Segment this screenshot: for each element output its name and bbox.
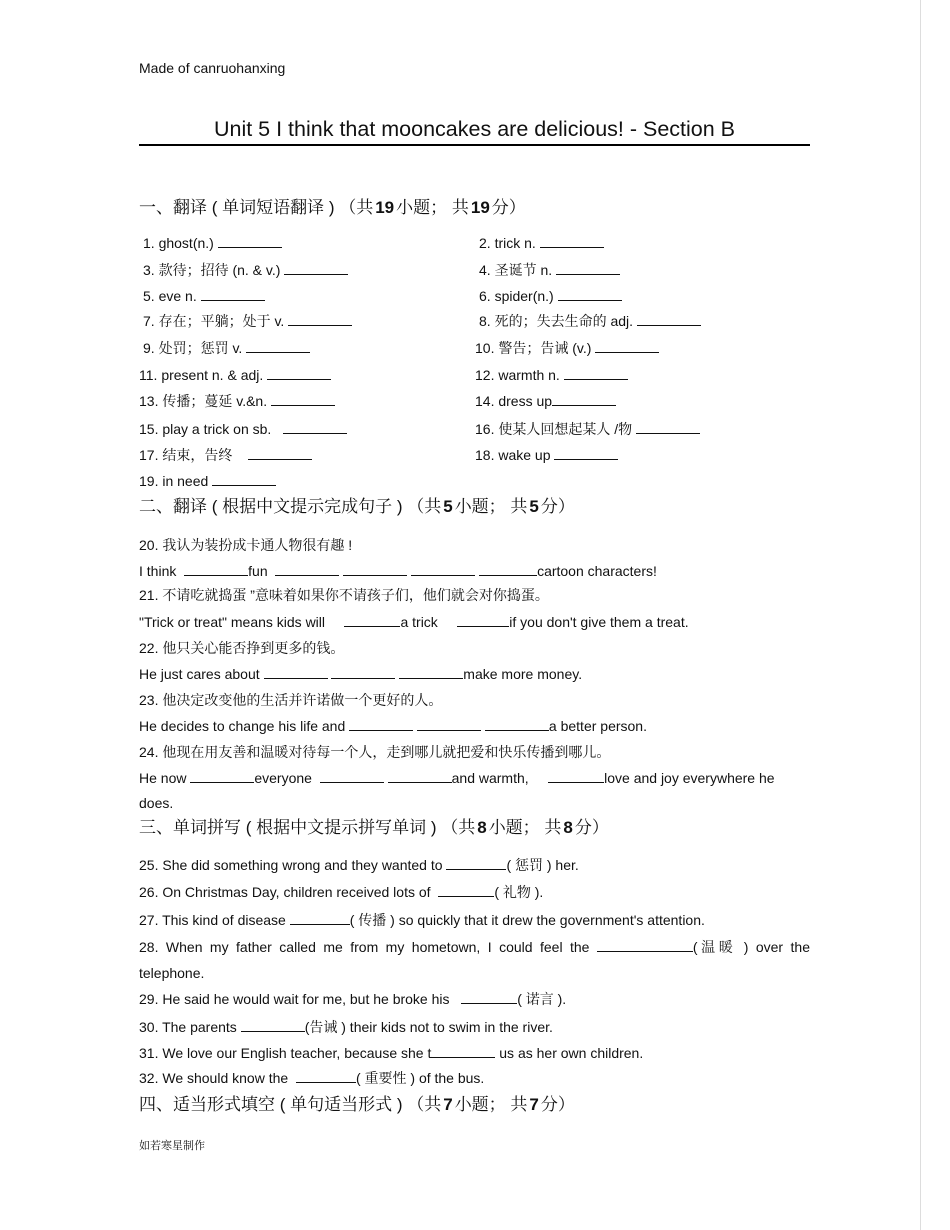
sentence-text: us as her own children. xyxy=(499,1045,644,1061)
answer-blank[interactable] xyxy=(556,262,620,275)
answer-blank[interactable] xyxy=(597,939,693,952)
sentence-text: everyone xyxy=(254,770,312,786)
sentence-text: a better person. xyxy=(548,718,647,734)
vocab-prompt: 9. 处罚；惩罚 v. xyxy=(143,340,243,356)
answer-blank[interactable] xyxy=(417,718,481,731)
sentence-text: 31. We love our English teacher, because she t xyxy=(139,1045,432,1061)
points-total: 8 xyxy=(563,818,573,837)
vocab-prompt: 11. present n. & adj. xyxy=(139,367,264,383)
question-29 xyxy=(139,990,566,1008)
question-24-english xyxy=(139,769,775,787)
section-heading-4 xyxy=(139,1094,575,1116)
vocab-prompt: 8. 死的；失去生命的 adj. xyxy=(479,313,634,329)
answer-blank[interactable] xyxy=(479,563,537,576)
vocab-item-12 xyxy=(475,366,628,384)
question-31 xyxy=(139,1044,643,1062)
sentence-text: ( 诺言 ). xyxy=(517,991,567,1007)
answer-blank[interactable] xyxy=(343,563,407,576)
sentence-text: 29. He said he would wait for me, but he broke his xyxy=(139,991,450,1007)
question-count: 5 xyxy=(443,497,453,516)
question-32 xyxy=(139,1069,484,1087)
section-heading-text: 分） xyxy=(540,497,575,516)
vocab-item-18 xyxy=(475,446,618,464)
answer-blank[interactable] xyxy=(344,614,400,627)
points-total: 19 xyxy=(470,198,490,217)
sentence-text: ( 传播 ) so quickly that it drew the government's attention. xyxy=(349,912,705,928)
vocab-item-19 xyxy=(139,472,276,490)
answer-blank[interactable] xyxy=(552,393,616,406)
answer-blank[interactable] xyxy=(558,288,622,301)
sentence-text: (温暖 ) over the xyxy=(692,939,810,955)
title-underline xyxy=(139,144,810,146)
answer-blank[interactable] xyxy=(485,718,549,731)
question-21-english xyxy=(139,613,689,631)
answer-blank[interactable] xyxy=(241,1019,305,1032)
vocab-item-17 xyxy=(139,446,312,464)
vocab-item-9 xyxy=(143,339,310,357)
vocab-prompt: 4. 圣诞节 n. xyxy=(479,262,553,278)
question-20-english xyxy=(139,562,657,580)
vocab-prompt: 6. spider(n.) xyxy=(479,288,554,304)
page-title: Unit 5 I think that mooncakes are delicious! - Section B xyxy=(213,117,736,141)
vocab-prompt: 19. in need xyxy=(139,473,209,489)
question-20-chinese: 20. 我认为装扮成卡通人物很有趣 ! xyxy=(139,537,353,553)
section-heading-2 xyxy=(139,496,575,518)
section-heading-text: 分） xyxy=(574,818,609,837)
sentence-text: love and joy everywhere he xyxy=(604,770,775,786)
answer-blank[interactable] xyxy=(248,447,312,460)
section-heading-text: 三、单词拼写 ( 根据中文提示拼写单词 ) （共 xyxy=(139,818,476,837)
vocab-prompt: 1. ghost(n.) xyxy=(143,235,214,251)
answer-blank[interactable] xyxy=(290,912,350,925)
sentence-text: ( 惩罚 ) her. xyxy=(506,857,579,873)
answer-blank[interactable] xyxy=(637,313,701,326)
section-heading-text: 小题； 共 xyxy=(454,1095,528,1114)
answer-blank[interactable] xyxy=(267,367,331,380)
answer-blank[interactable] xyxy=(446,857,506,870)
question-23-chinese: 23. 他决定改变他的生活并许诺做一个更好的人。 xyxy=(139,692,443,708)
sentence-text: He just cares about xyxy=(139,666,260,682)
answer-blank[interactable] xyxy=(246,340,310,353)
section-heading-text: 小题； 共 xyxy=(454,497,528,516)
question-23-english xyxy=(139,717,647,735)
sentence-text: cartoon characters! xyxy=(537,563,657,579)
answer-blank[interactable] xyxy=(320,770,384,783)
sentence-text: ( 礼物 ). xyxy=(494,884,544,900)
vocab-prompt: 14. dress up xyxy=(475,393,553,409)
answer-blank[interactable] xyxy=(349,718,413,731)
answer-blank[interactable] xyxy=(431,1045,495,1058)
sentence-text: ( 重要性 ) of the bus. xyxy=(355,1070,485,1086)
sentence-text: "Trick or treat" means kids will xyxy=(139,614,326,630)
sentence-text: 30. The parents xyxy=(139,1019,237,1035)
answer-blank[interactable] xyxy=(388,770,452,783)
sentence-text: 26. On Christmas Day, children received lots of xyxy=(139,884,431,900)
answer-blank[interactable] xyxy=(271,393,335,406)
vocab-item-14 xyxy=(475,392,616,410)
question-27 xyxy=(139,911,705,929)
page-header: Made of canruohanxing xyxy=(139,60,286,76)
sentence-text: fun xyxy=(248,563,268,579)
answer-blank[interactable] xyxy=(201,288,265,301)
question-count: 7 xyxy=(443,1095,453,1114)
sentence-text: and warmth, xyxy=(451,770,529,786)
page-edge xyxy=(920,0,921,1230)
sentence-text: 32. We should know the xyxy=(139,1070,289,1086)
answer-blank[interactable] xyxy=(564,367,628,380)
answer-blank[interactable] xyxy=(284,262,348,275)
answer-blank[interactable] xyxy=(554,447,618,460)
vocab-item-2 xyxy=(479,234,604,252)
question-25 xyxy=(139,856,579,874)
points-total: 7 xyxy=(529,1095,539,1114)
sentence-text: He now xyxy=(139,770,187,786)
question-22-chinese: 22. 他只关心能否挣到更多的钱。 xyxy=(139,640,345,656)
vocab-item-7 xyxy=(143,312,352,330)
answer-blank[interactable] xyxy=(264,666,328,679)
vocab-item-1 xyxy=(143,234,282,252)
vocab-item-13 xyxy=(139,392,335,410)
vocab-prompt: 17. 结束，告终 xyxy=(139,447,233,463)
answer-blank[interactable] xyxy=(457,614,509,627)
section-heading-3 xyxy=(139,817,609,839)
vocab-item-10 xyxy=(475,339,659,357)
question-count: 8 xyxy=(477,818,487,837)
sentence-text: 27. This kind of disease xyxy=(139,912,286,928)
question-28 xyxy=(139,938,810,956)
vocab-prompt: 10. 警告；告诫 (v.) xyxy=(475,340,592,356)
vocab-prompt: 7. 存在；平躺；处于 v. xyxy=(143,313,285,329)
answer-blank[interactable] xyxy=(331,666,395,679)
vocab-item-5 xyxy=(143,287,265,305)
answer-blank[interactable] xyxy=(399,666,463,679)
sentence-text: I think xyxy=(139,563,177,579)
question-24-english-cont: does. xyxy=(139,795,174,811)
answer-blank[interactable] xyxy=(184,563,248,576)
question-21-chinese: 21. 不请吃就捣蛋 ”意味着如果你不请孩子们，他们就会对你捣蛋。 xyxy=(139,587,549,603)
page-footer: 如若寒星制作 xyxy=(139,1140,205,1152)
vocab-prompt: 3. 款待；招待 (n. & v.) xyxy=(143,262,281,278)
question-24-chinese: 24. 他现在用友善和温暖对待每一个人，走到哪儿就把爱和快乐传播到哪儿。 xyxy=(139,744,611,760)
section-heading-text: 小题； 共 xyxy=(396,198,469,217)
vocab-prompt: 12. warmth n. xyxy=(475,367,560,383)
question-28-cont: telephone. xyxy=(139,965,205,981)
answer-blank[interactable] xyxy=(595,340,659,353)
question-30 xyxy=(139,1018,553,1036)
vocab-item-4 xyxy=(479,261,620,279)
answer-blank[interactable] xyxy=(190,770,254,783)
sentence-text: He decides to change his life and xyxy=(139,718,346,734)
section-heading-1 xyxy=(139,197,526,219)
vocab-item-8 xyxy=(479,312,701,330)
question-26 xyxy=(139,883,543,901)
section-heading-text: 小题； 共 xyxy=(488,818,562,837)
sentence-text: 28. When my father called me from my hometown, I could feel the xyxy=(139,939,590,955)
answer-blank[interactable] xyxy=(636,421,700,434)
section-heading-text: 分） xyxy=(540,1095,575,1114)
answer-blank[interactable] xyxy=(288,313,352,326)
vocab-prompt: 18. wake up xyxy=(475,447,551,463)
sentence-text: (告诫 ) their kids not to swim in the river. xyxy=(304,1019,553,1035)
vocab-prompt: 5. eve n. xyxy=(143,288,197,304)
sentence-text: make more money. xyxy=(463,666,583,682)
section-heading-text: 二、翻译 ( 根据中文提示完成句子 ) （共 xyxy=(139,497,442,516)
vocab-item-16 xyxy=(475,420,700,438)
answer-blank[interactable] xyxy=(548,770,604,783)
vocab-item-6 xyxy=(479,287,622,305)
section-heading-text: 一、翻译 ( 单词短语翻译 ) （共 xyxy=(139,198,374,217)
answer-blank[interactable] xyxy=(411,563,475,576)
points-total: 5 xyxy=(529,497,539,516)
sentence-text: a trick xyxy=(400,614,438,630)
section-heading-text: 四、适当形式填空 ( 单句适当形式 ) （共 xyxy=(139,1095,442,1114)
vocab-item-11 xyxy=(139,366,331,384)
question-count: 19 xyxy=(375,198,395,217)
vocab-item-15 xyxy=(139,420,347,438)
vocab-prompt: 13. 传播；蔓延 v.&n. xyxy=(139,393,268,409)
vocab-item-3 xyxy=(143,261,348,279)
vocab-prompt: 16. 使某人回想起某人 /物 xyxy=(475,421,633,437)
section-heading-text: 分） xyxy=(491,198,526,217)
answer-blank[interactable] xyxy=(296,1070,356,1083)
answer-blank[interactable] xyxy=(283,421,347,434)
question-22-english xyxy=(139,665,582,683)
answer-blank[interactable] xyxy=(212,473,276,486)
answer-blank[interactable] xyxy=(461,991,517,1004)
answer-blank[interactable] xyxy=(275,563,339,576)
answer-blank[interactable] xyxy=(540,235,604,248)
answer-blank[interactable] xyxy=(218,235,282,248)
sentence-text: 25. She did something wrong and they wanted to xyxy=(139,857,443,873)
sentence-text: if you don't give them a treat. xyxy=(509,614,689,630)
vocab-prompt: 15. play a trick on sb. xyxy=(139,421,272,437)
vocab-prompt: 2. trick n. xyxy=(479,235,536,251)
answer-blank[interactable] xyxy=(438,884,494,897)
